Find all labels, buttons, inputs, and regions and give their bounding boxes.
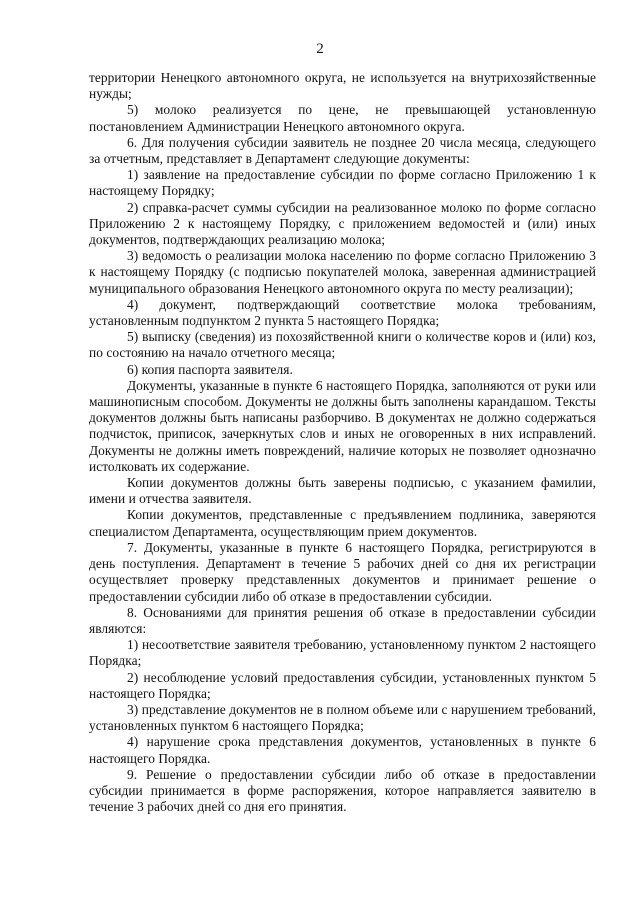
page-number: 2	[316, 41, 324, 57]
list-item-5-extract: 5) выписку (сведения) из похозяйственной книги о количестве коров и (или) коз, по состоянию на начало отчетного месяца;	[89, 329, 596, 361]
paragraph-6-documents: 6. Для получения субсидии заявитель не позднее 20 числа месяца, следующего за отчетным, представляет в Департамент следующие документы:	[89, 134, 596, 167]
list-item-2-calculation: 2) справка-расчет суммы субсидии на реализованное молоко по форме согласно Приложению 2 к настоящему Порядку, с приложением ведомостей и (или) иных документов, подтверждающих реализацию молока;	[89, 199, 596, 248]
list-item-5-price: 5) молоко реализуется по цене, не превышающей установленную постановлением Администрации Ненецкого автономного округа.	[89, 102, 596, 134]
list-item-6-passport: 6) копия паспорта заявителя.	[127, 361, 293, 377]
paragraph-7-registration: 7. Документы, указанные в пункте 6 настоящего Порядка, регистрируются в день поступления. Департамент в течение 5 рабочих дней со дня их регистрации осуществляет проверку представленных документов и принимает решение о предоставлении субсидии либо об отказе в предоставлении субсидии.	[89, 539, 596, 604]
paragraph-filling-rules: Документы, указанные в пункте 6 настоящего Порядка, заполняются от руки или машинописным способом. Документы не должны быть заполнены карандашом. Тексты документов должны быть написаны разборчиво. В документах не должно содержаться подчисток, приписок, зачеркнутых слов и иных не оговоренных в них исправлений. Документы не должны иметь повреждений, наличие которых не позволяет однозначно истолковать их содержание.	[89, 377, 596, 474]
refusal-item-2: 2) несоблюдение условий предоставления субсидии, установленных пунктом 5 настоящего Порядка;	[89, 669, 596, 701]
list-item-3-statement: 3) ведомость о реализации молока населению по форме согласно Приложению 3 к настоящему Порядку (с подписью покупателей молока, заверенная администрацией муниципального образования Ненецкого автономного округа по месту реализации);	[89, 248, 596, 296]
paragraph-copies-signature: Копии документов должны быть заверены подписью, с указанием фамилии, имени и отчества заявителя.	[89, 475, 596, 507]
refusal-item-3: 3) представление документов не в полном объеме или с нарушением требований, установленных пунктом 6 настоящего Порядка;	[89, 701, 596, 734]
document-body	[89, 70, 596, 815]
refusal-item-1: 1) несоответствие заявителя требованию, установленному пунктом 2 настоящего Порядка;	[89, 637, 596, 669]
list-item-4-conformity: 4) документ, подтверждающий соответствие молока требованиям, установленным подпунктом 2 пункта 5 настоящего Порядка;	[89, 296, 596, 329]
paragraph-9-decision: 9. Решение о предоставлении субсидии либо об отказе в предоставлении субсидии принимается в форме распоряжения, которое направляется заявителю в течение 3 рабочих дней со дня его принятия.	[89, 766, 596, 815]
list-item-1-application: 1) заявление на предоставление субсидии по форме согласно Приложению 1 к настоящему Порядку;	[89, 167, 596, 199]
paragraph-continuation: территории Ненецкого автономного округа, не используется на внутрихозяйственные нужды;	[89, 70, 596, 102]
refusal-item-4: 4) нарушение срока представления документов, установленных в пункте 6 настоящего Порядка.	[89, 734, 596, 766]
paragraph-8-refusal-grounds: 8. Основаниями для принятия решения об отказе в предоставлении субсидии являются:	[89, 604, 596, 636]
paragraph-copies-certification: Копии документов, представленные с предъявлением подлиника, заверяются специалистом Департамента, осуществляющим прием документов.	[89, 507, 596, 539]
